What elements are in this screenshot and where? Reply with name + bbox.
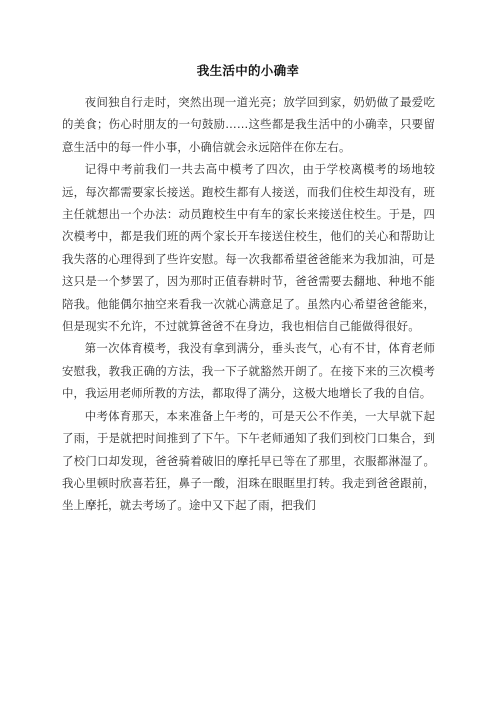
document-title: 我生活中的小确幸 [196,63,300,78]
paragraph-2: 记得中考前我们一共去高中模考了四次，由于学校离模考的场地较远，每次都需要家长接送。跑校生都有人接送，而我们住校生却没有，班主任就想出一个办法：动员跑校生中有车的家长来接送住校生。于是，四次模考中，都是我们班的两个家长开车接送住校生，他们的关心和帮助让我失落的心理得到了些许安慰。每一次我都希望爸爸能来为我加油，可是这只是一个梦罢了，因为那时正值春耕时节，爸爸需要去翻地、种地不能陪我。他能偶尔抽空来看我一次就心满意足了。虽然内心希望爸爸能来，但是现实不允许，不过就算爸爸不在身边，我也相信自己能做得很好。 [62,162,435,334]
paragraph-3: 第一次体育模考，我没有拿到满分，垂头丧气，心有不甘，体育老师安慰我，教我正确的方法，我一下子就豁然开朗了。在接下来的三次模考中，我运用老师所教的方法，都取得了满分，这极大地增长了我的自信。 [62,341,435,401]
paragraph-1: 夜间独自行走时，突然出现一道光亮；放学回到家，奶奶做了最爱吃的美食；伤心时朋友的一句鼓励……这些都是我生活中的小确幸，只要留意生活中的每一件小事，小确信就会永远陪伴在你左右。 [62,95,435,154]
document-body [62,91,435,517]
paragraph-4: 中考体育那天，本来准备上午考的，可是天公不作美，一大早就下起了雨，于是就把时间推到了下午。下午老师通知了我们到校门口集合，到了校门口却发现，爸爸骑着破旧的摩托早已等在了那里，衣服都淋湿了。我心里顿时欣喜若狂，鼻子一酸，泪珠在眼眶里打转。我走到爸爸跟前，坐上摩托，就去考场了。途中又下起了雨，把我们 [62,408,435,513]
